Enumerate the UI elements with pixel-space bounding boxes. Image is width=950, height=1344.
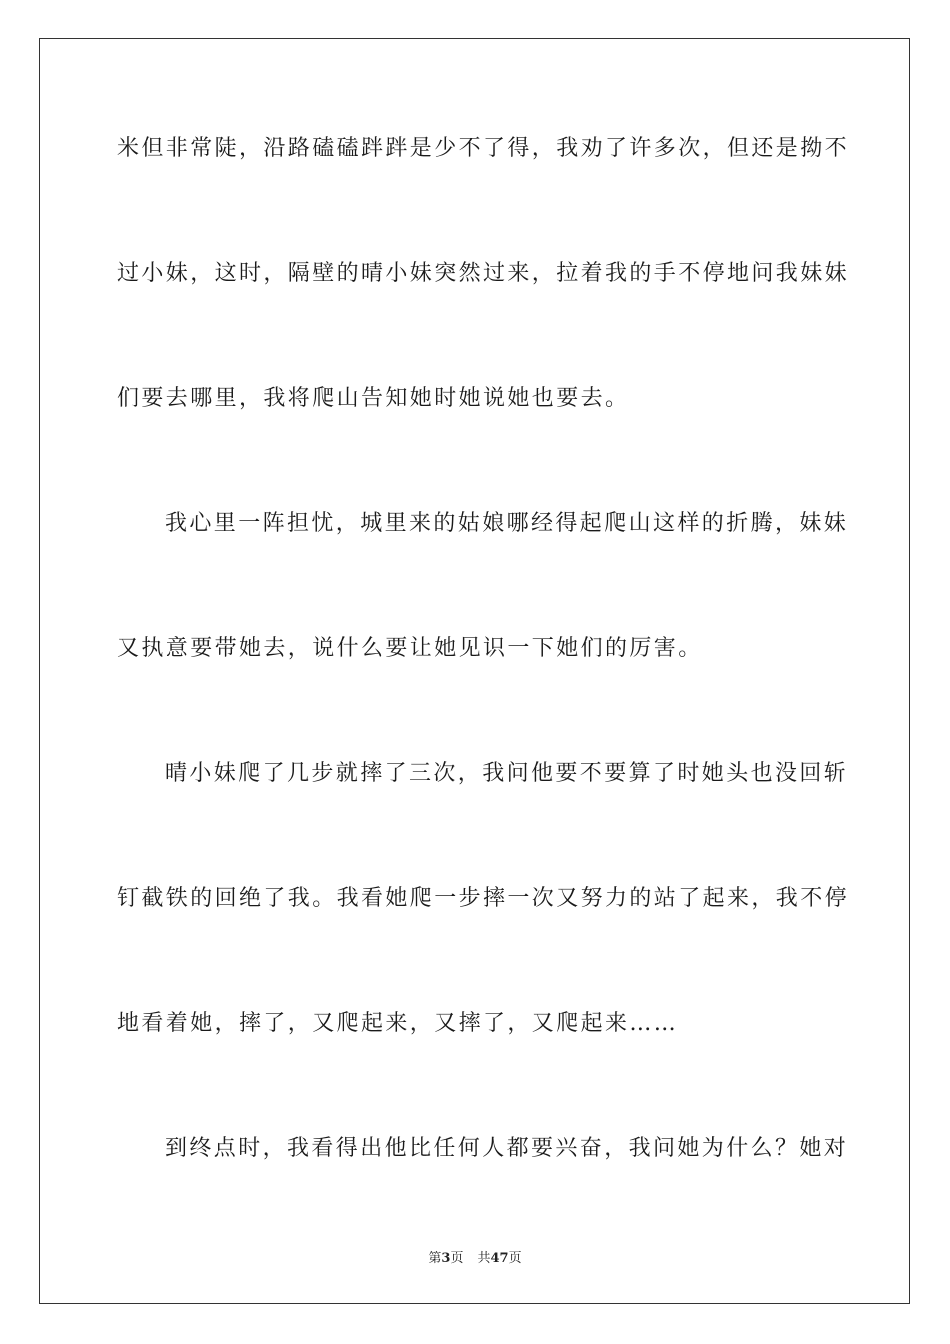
text-line-7: 钉截铁的回绝了我。我看她爬一步摔一次又努力的站了起来，我不停 <box>117 886 850 911</box>
text-line-3: 们要去哪里，我将爬山告知她时她说她也要去。 <box>117 386 630 411</box>
text-line-9: 到终点时，我看得出他比任何人都要兴奋，我问她为什么？她对 <box>165 1136 849 1161</box>
text-line-1: 米但非常陡，沿路磕磕跘跘是少不了得，我劝了许多次，但还是拗不 <box>117 136 850 161</box>
document-body <box>117 126 850 1251</box>
text-line-5: 又执意要带她去，说什么要让她见识一下她们的厉害。 <box>117 636 703 661</box>
total-suffix: 页 <box>508 1251 522 1266</box>
page-number: 3 <box>441 1251 451 1266</box>
text-line-2: 过小妹，这时，隔壁的晴小妹突然过来，拉着我的手不停地问我妹妹 <box>117 261 850 286</box>
text-line-4: 我心里一阵担忧，城里来的姑娘哪经得起爬山这样的折腾，妹妹 <box>165 511 849 536</box>
text-line-6: 晴小妹爬了几步就摔了三次，我问他要不要算了时她头也没回斩 <box>165 761 849 786</box>
page-suffix: 页 <box>450 1251 464 1266</box>
text-line-8: 地看着她，摔了，又爬起来，又摔了，又爬起来…… <box>117 1011 679 1036</box>
total-prefix: 共 <box>477 1251 491 1266</box>
total-pages: 47 <box>490 1251 509 1266</box>
page-footer <box>0 1247 950 1266</box>
page-prefix: 第 <box>428 1251 442 1266</box>
